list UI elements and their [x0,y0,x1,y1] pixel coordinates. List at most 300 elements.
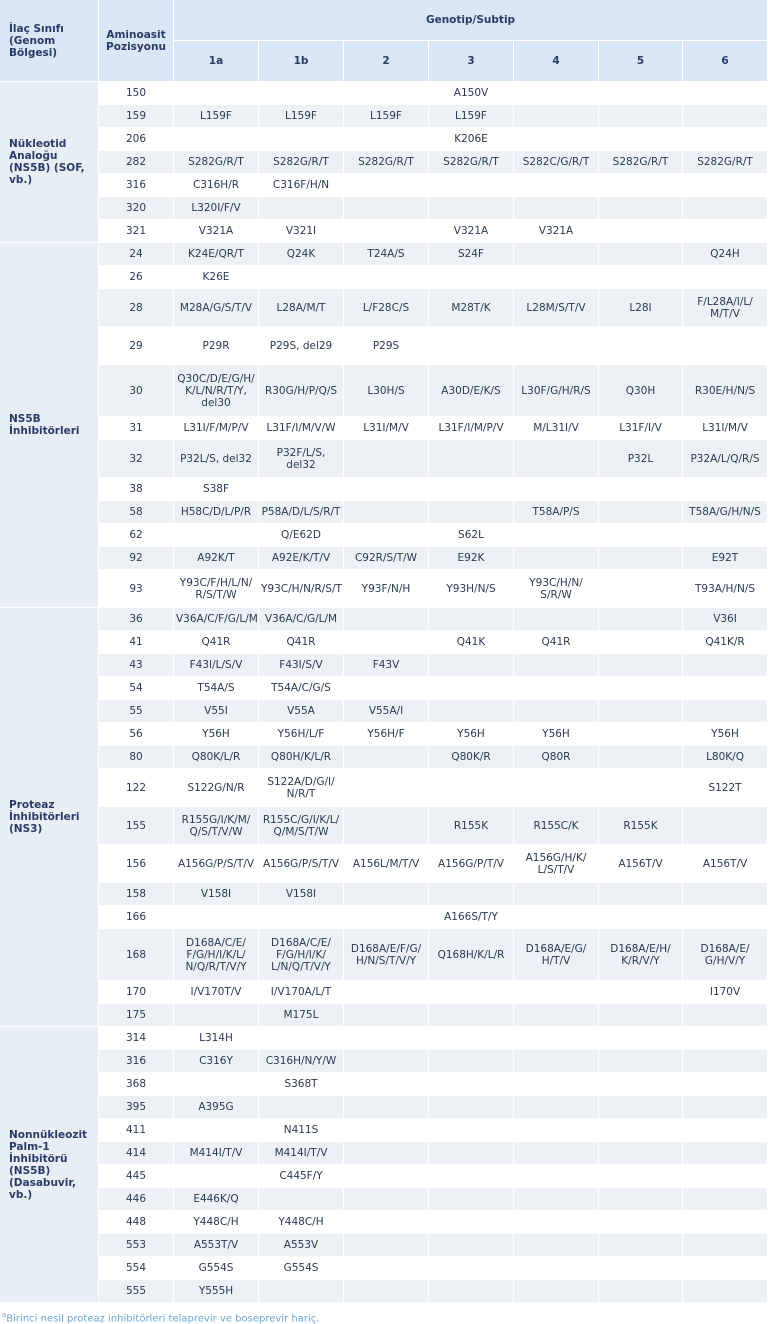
mutation-cell: A395G [174,1096,259,1119]
position-cell: 54 [99,677,174,700]
footnote-marker: a [2,1311,7,1319]
mutation-cell [344,1027,429,1050]
mutation-cell: Y448C/H [174,1211,259,1234]
table-row [0,1050,768,1073]
table-row [0,243,768,266]
position-cell: 555 [99,1280,174,1303]
mutation-cell: Q80H/K/L/R [259,746,344,769]
table-row [0,524,768,547]
mutation-cell: Q41R [174,631,259,654]
position-cell: 58 [99,501,174,524]
mutation-cell [599,570,683,608]
mutation-cell [514,654,599,677]
mutation-cell [429,1050,514,1073]
mutation-cell: M414I/T/V [259,1142,344,1165]
mutation-cell: P32L/S, del32 [174,440,259,478]
mutation-cell: Q24K [259,243,344,266]
table-row [0,105,768,128]
drug-class-cell: Proteaz İnhibitörleri (NS3) [0,608,99,1027]
mutation-cell [599,174,683,197]
mutation-cell: A166S/T/Y [429,906,514,929]
mutation-cell [174,906,259,929]
mutation-cell: Y56H [174,723,259,746]
mutation-cell [599,1165,683,1188]
position-cell: 122 [99,769,174,807]
mutation-cell: L159F [259,105,344,128]
mutation-cell [259,128,344,151]
mutation-cell: S24F [429,243,514,266]
mutation-cell [429,654,514,677]
mutation-cell [514,981,599,1004]
mutation-cell [429,1188,514,1211]
position-cell: 445 [99,1165,174,1188]
mutation-cell: Y56H [683,723,768,746]
mutation-cell [514,1073,599,1096]
mutation-cell [344,524,429,547]
mutation-cell [683,1188,768,1211]
mutation-cell: A156G/P/S/T/V [259,845,344,883]
mutation-cell [174,82,259,105]
mutation-cell [683,700,768,723]
mutation-cell [514,1257,599,1280]
mutation-cell [429,197,514,220]
table-row [0,1119,768,1142]
position-cell: 32 [99,440,174,478]
mutation-cell [599,769,683,807]
mutation-cell: Y93C/H/N/ S/R/W [514,570,599,608]
table-row [0,501,768,524]
mutation-cell [599,883,683,906]
mutation-cell: M414I/T/V [174,1142,259,1165]
mutation-cell [683,906,768,929]
mutation-cell [429,1027,514,1050]
mutation-cell: C316Y [174,1050,259,1073]
mutation-cell [683,1165,768,1188]
mutation-cell [514,174,599,197]
mutation-cell: L31F/I/M/V/W [259,417,344,440]
mutation-cell [683,174,768,197]
mutation-cell [599,677,683,700]
position-cell: 93 [99,570,174,608]
mutation-cell: L314H [174,1027,259,1050]
header-subtype: 1b [259,41,344,82]
mutation-cell: S282G/R/T [174,151,259,174]
mutation-cell: L/F28C/S [344,289,429,327]
mutation-cell [683,807,768,845]
table-row [0,174,768,197]
mutation-cell: D168A/E/H/ K/R/V/Y [599,929,683,981]
mutation-cell: D168A/C/E/ F/G/H/I/K/ L/N/Q/T/V/Y [259,929,344,981]
mutation-cell [429,478,514,501]
table-row [0,365,768,417]
mutation-cell: A156T/V [683,845,768,883]
mutation-cell [344,883,429,906]
mutation-cell: L80K/Q [683,746,768,769]
mutation-cell [599,547,683,570]
mutation-cell [429,1165,514,1188]
mutation-cell [259,82,344,105]
table-row [0,197,768,220]
mutation-cell [344,174,429,197]
mutation-cell [429,1096,514,1119]
mutation-cell [599,1073,683,1096]
mutation-cell [429,608,514,631]
mutation-cell [514,883,599,906]
mutation-cell: T58A/G/H/N/S [683,501,768,524]
position-cell: 166 [99,906,174,929]
position-cell: 62 [99,524,174,547]
position-cell: 150 [99,82,174,105]
table-row [0,417,768,440]
mutation-cell [514,1280,599,1303]
mutation-cell: L31F/I/V [599,417,683,440]
table-row [0,1280,768,1303]
mutation-cell [344,1165,429,1188]
mutation-cell [514,1096,599,1119]
table-row [0,1096,768,1119]
mutation-cell: V36I [683,608,768,631]
mutation-cell: M28T/K [429,289,514,327]
mutation-cell: R155C/K [514,807,599,845]
mutation-cell [344,1211,429,1234]
mutation-cell: R30E/H/N/S [683,365,768,417]
mutation-cell [599,524,683,547]
mutation-cell [344,266,429,289]
mutation-cell [174,128,259,151]
mutation-cell [429,1234,514,1257]
mutation-cell [599,723,683,746]
mutation-cell [599,478,683,501]
mutation-cell [344,220,429,243]
mutation-cell: Y56H [429,723,514,746]
mutation-cell [599,327,683,365]
mutation-cell: R155K [429,807,514,845]
mutation-cell: Y93H/N/S [429,570,514,608]
table-row [0,1073,768,1096]
mutation-cell [514,1211,599,1234]
mutation-cell: Q168H/K/L/R [429,929,514,981]
position-cell: 41 [99,631,174,654]
table-row [0,654,768,677]
mutation-cell [344,769,429,807]
mutation-cell: V321A [514,220,599,243]
mutation-cell [683,327,768,365]
mutation-cell [683,524,768,547]
mutation-cell: E92K [429,547,514,570]
mutation-cell: L31I/M/V [344,417,429,440]
mutation-cell [599,631,683,654]
mutation-cell: Q80K/L/R [174,746,259,769]
mutation-cell: L31I/F/M/P/V [174,417,259,440]
mutation-cell: S62L [429,524,514,547]
mutation-cell [514,440,599,478]
mutation-cell: F43V [344,654,429,677]
mutation-cell [174,1073,259,1096]
mutation-cell: L28A/M/T [259,289,344,327]
mutation-cell: V55I [174,700,259,723]
mutation-cell [344,677,429,700]
mutation-cell: C445F/Y [259,1165,344,1188]
mutation-cell [599,1257,683,1280]
mutation-cell: Q80R [514,746,599,769]
mutation-cell [174,1119,259,1142]
position-cell: 446 [99,1188,174,1211]
mutation-cell: S282G/R/T [429,151,514,174]
position-cell: 321 [99,220,174,243]
mutation-cell [344,1234,429,1257]
position-cell: 29 [99,327,174,365]
mutation-cell: V36A/C/F/G/L/M [174,608,259,631]
mutation-cell [683,1234,768,1257]
mutation-cell [683,1257,768,1280]
position-cell: 92 [99,547,174,570]
mutation-cell [429,1211,514,1234]
mutation-cell: A156T/V [599,845,683,883]
position-cell: 159 [99,105,174,128]
mutation-cell [683,1142,768,1165]
mutation-cell [259,906,344,929]
mutation-cell: I/V170T/V [174,981,259,1004]
mutation-cell [599,128,683,151]
mutation-cell: P58A/D/L/S/R/T [259,501,344,524]
mutation-cell [683,1027,768,1050]
mutation-cell: P29R [174,327,259,365]
table-row [0,631,768,654]
mutation-cell [599,105,683,128]
position-cell: 175 [99,1004,174,1027]
mutation-cell: Q24H [683,243,768,266]
mutation-cell [599,243,683,266]
table-row [0,700,768,723]
mutation-cell [514,243,599,266]
mutation-cell: Y56H/F [344,723,429,746]
mutation-cell: G554S [174,1257,259,1280]
header-subtype: 6 [683,41,768,82]
mutation-cell: Q30C/D/E/G/H/ K/L/N/R/T/Y, del30 [174,365,259,417]
mutation-cell: L31I/M/V [683,417,768,440]
table-row [0,746,768,769]
mutation-cell: Y555H [174,1280,259,1303]
table-row [0,1142,768,1165]
mutation-cell: L31F/I/M/P/V [429,417,514,440]
mutation-cell: Q30H [599,365,683,417]
mutation-cell [429,1257,514,1280]
position-cell: 368 [99,1073,174,1096]
mutation-cell [429,769,514,807]
mutation-cell [344,608,429,631]
mutation-cell: Y448C/H [259,1211,344,1234]
mutation-cell [344,1257,429,1280]
mutation-cell [514,1234,599,1257]
mutation-cell: P29S [344,327,429,365]
mutation-cell [599,746,683,769]
mutation-cell [683,105,768,128]
mutation-cell [599,1050,683,1073]
mutation-cell [429,440,514,478]
table-row [0,981,768,1004]
mutation-cell: V158I [259,883,344,906]
position-cell: 30 [99,365,174,417]
mutation-cell: C316H/N/Y/W [259,1050,344,1073]
mutation-cell [599,1142,683,1165]
mutation-cell: V55A [259,700,344,723]
mutation-cell [259,266,344,289]
mutation-cell: D168A/E/ G/H/V/Y [683,929,768,981]
mutation-cell: T54A/S [174,677,259,700]
table-row [0,266,768,289]
mutation-cell: Q41K [429,631,514,654]
position-cell: 553 [99,1234,174,1257]
mutation-cell: Y56H/L/F [259,723,344,746]
mutation-cell [259,197,344,220]
table-row [0,547,768,570]
table-row [0,440,768,478]
drug-class-cell: NS5B İnhibitörleri [0,243,99,608]
mutation-cell: T24A/S [344,243,429,266]
mutation-cell [429,883,514,906]
position-cell: 395 [99,1096,174,1119]
mutation-cell [683,1280,768,1303]
mutation-cell: Y56H [514,723,599,746]
position-cell: 170 [99,981,174,1004]
position-cell: 156 [99,845,174,883]
mutation-cell [514,1119,599,1142]
mutation-cell [599,1119,683,1142]
mutation-cell [683,220,768,243]
mutation-cell [514,906,599,929]
mutation-cell: R155C/G/I/K/L/ Q/M/S/T/W [259,807,344,845]
mutation-cell: L159F [174,105,259,128]
mutation-cell [514,1165,599,1188]
mutation-cell [599,220,683,243]
mutation-cell [344,478,429,501]
position-cell: 282 [99,151,174,174]
header-genotype: Genotip/Subtip [174,0,768,41]
mutation-cell: S282G/R/T [344,151,429,174]
position-cell: 314 [99,1027,174,1050]
header-drug-class: İlaç Sınıfı (Genom Bölgesi) [0,0,99,82]
position-cell: 206 [99,128,174,151]
mutation-cell: A553V [259,1234,344,1257]
mutation-cell: A150V [429,82,514,105]
position-cell: 320 [99,197,174,220]
position-cell: 316 [99,174,174,197]
mutation-cell [683,128,768,151]
table-body [0,82,768,1303]
mutation-cell [683,1050,768,1073]
mutation-cell [683,1004,768,1027]
mutation-cell [344,440,429,478]
mutation-cell: L30H/S [344,365,429,417]
mutation-cell [429,1119,514,1142]
position-cell: 414 [99,1142,174,1165]
drug-class-cell: Nonnükleozit Palm-1 İnhibitörü (NS5B) (Dasabuvir, vb.) [0,1027,99,1303]
mutation-cell [599,82,683,105]
mutation-cell: R30G/H/P/Q/S [259,365,344,417]
table-row [0,1165,768,1188]
mutation-cell: Y93F/N/H [344,570,429,608]
mutation-cell [683,266,768,289]
mutation-cell [599,1096,683,1119]
mutation-cell [429,501,514,524]
mutation-cell: I/V170A/L/T [259,981,344,1004]
mutation-cell [683,1119,768,1142]
mutation-cell [514,769,599,807]
table-row [0,151,768,174]
mutation-cell: A553T/V [174,1234,259,1257]
mutation-cell [344,501,429,524]
mutation-cell: D168A/C/E/ F/G/H/I/K/L/ N/Q/R/T/V/Y [174,929,259,981]
mutation-cell: S38F [174,478,259,501]
mutation-cell [514,608,599,631]
mutation-cell [259,1188,344,1211]
position-cell: 316 [99,1050,174,1073]
table-row [0,845,768,883]
mutation-cell [344,1188,429,1211]
mutation-cell: S282G/R/T [683,151,768,174]
mutation-cell: V321A [174,220,259,243]
table-row [0,906,768,929]
mutation-cell [344,82,429,105]
mutation-cell [683,1096,768,1119]
table-row [0,289,768,327]
mutation-cell: R155G/I/K/M/ Q/S/T/V/W [174,807,259,845]
header-subtype: 1a [174,41,259,82]
mutation-cell [344,128,429,151]
mutation-cell: K24E/QR/T [174,243,259,266]
mutation-cell: C316H/R [174,174,259,197]
position-cell: 28 [99,289,174,327]
header-subtype: 3 [429,41,514,82]
mutation-cell [429,677,514,700]
table-row [0,807,768,845]
mutation-cell: A92K/T [174,547,259,570]
mutation-cell: V36A/C/G/L/M [259,608,344,631]
footnote [0,1303,768,1324]
mutation-cell: S282G/R/T [259,151,344,174]
mutation-cell [683,82,768,105]
position-cell: 31 [99,417,174,440]
mutation-cell [599,1027,683,1050]
mutation-cell [344,1119,429,1142]
mutation-cell: E446K/Q [174,1188,259,1211]
table-row [0,677,768,700]
mutation-cell [683,1211,768,1234]
position-cell: 80 [99,746,174,769]
table-row [0,1257,768,1280]
mutation-cell: Q80K/R [429,746,514,769]
table-row [0,1234,768,1257]
mutation-cell [683,654,768,677]
mutation-cell: M28A/G/S/T/V [174,289,259,327]
mutation-cell [599,981,683,1004]
mutation-cell [344,746,429,769]
mutation-cell: T93A/H/N/S [683,570,768,608]
position-cell: 36 [99,608,174,631]
mutation-cell [683,478,768,501]
mutation-cell [599,1188,683,1211]
header-subtype: 2 [344,41,429,82]
mutation-cell: A30D/E/K/S [429,365,514,417]
mutation-cell: L30F/G/H/R/S [514,365,599,417]
position-cell: 26 [99,266,174,289]
mutation-cell [259,478,344,501]
mutation-cell [514,1142,599,1165]
mutation-cell: A156G/P/S/T/V [174,845,259,883]
mutation-cell [683,197,768,220]
mutation-cell: V321A [429,220,514,243]
mutation-cell: L159F [344,105,429,128]
